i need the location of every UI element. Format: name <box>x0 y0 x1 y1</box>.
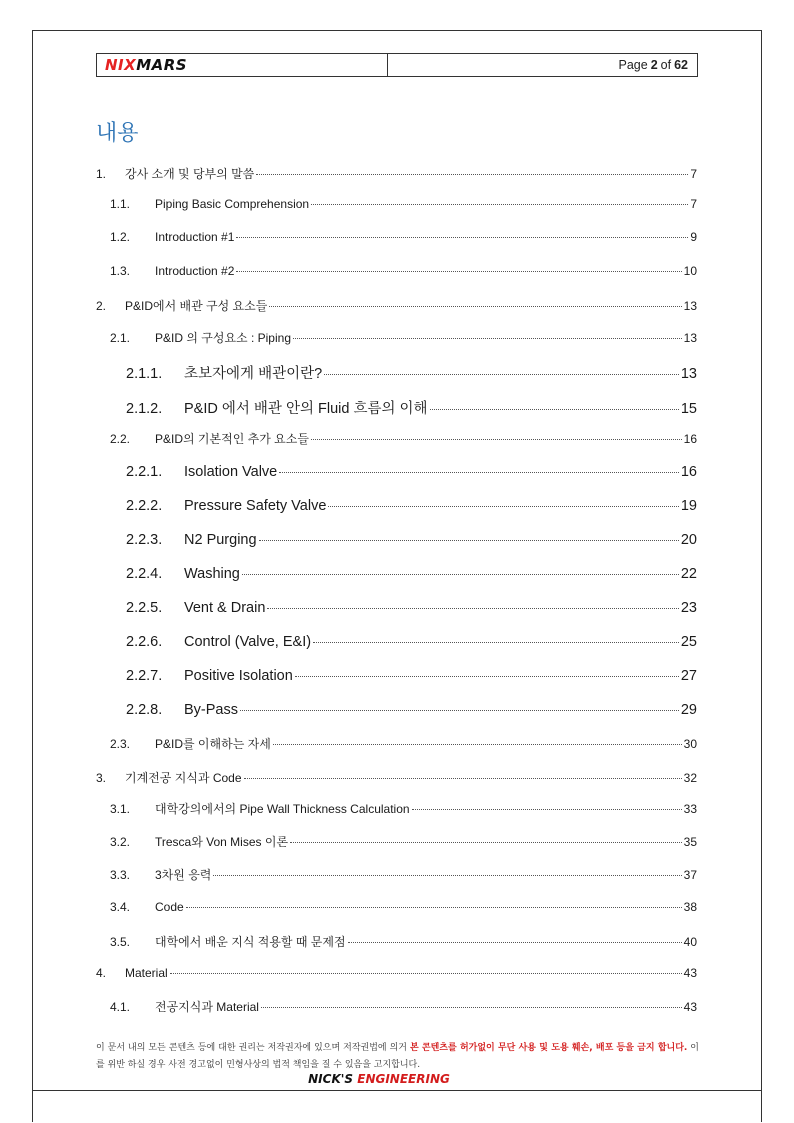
toc-entry-page: 43 <box>683 1000 697 1014</box>
toc-entry[interactable] <box>0 430 794 447</box>
toc-entry-number: 2. <box>96 299 107 313</box>
toc-entry[interactable] <box>0 735 794 752</box>
footer-brand-engineering: ENGINEERING <box>357 1072 450 1086</box>
toc-entry-label: Isolation Valve <box>184 464 278 480</box>
toc-entry-page: 13 <box>683 331 697 345</box>
toc-entry[interactable] <box>0 397 794 418</box>
toc-entry-page: 7 <box>690 197 697 211</box>
toc-entry-number: 3. <box>96 771 107 785</box>
toc-entry-page: 9 <box>690 230 697 244</box>
toc-entry-page: 16 <box>680 464 697 480</box>
notice-text-2: 이를 위반 하실 경우 사전 경고없이 민형사상의 법적 책임을 질 수 있음을 고지합니다. <box>96 1043 700 1070</box>
toc-leader-dots <box>290 842 682 843</box>
page-number <box>388 54 697 76</box>
footer-brand-nicks: NICK'S <box>308 1072 358 1086</box>
toc-entry-label: P&ID를 이해하는 자세 <box>155 737 271 751</box>
toc-entry-label: Vent & Drain <box>184 600 266 616</box>
toc-leader-dots <box>267 608 678 609</box>
toc-title: 내용 <box>96 121 139 146</box>
toc-entry-page: 35 <box>683 835 697 849</box>
toc-entry-number: 2.2.5. <box>126 600 163 616</box>
toc-entry[interactable] <box>0 197 794 211</box>
toc-entry-number: 2.1.2. <box>126 401 163 417</box>
toc-leader-dots <box>213 875 681 876</box>
toc-entry-number: 4.1. <box>110 1000 131 1014</box>
toc-entry-page: 13 <box>683 299 697 313</box>
nixmars-logo <box>105 55 188 74</box>
toc-entry[interactable] <box>0 297 794 314</box>
toc-entry-label: Introduction #2 <box>155 264 235 278</box>
toc-entry[interactable] <box>0 230 794 244</box>
toc-entry-number: 2.2. <box>110 432 131 446</box>
toc-entry[interactable] <box>0 464 794 480</box>
toc-leader-dots <box>186 907 682 908</box>
toc-entry-page: 25 <box>680 634 697 650</box>
toc-entry-label: Pressure Safety Valve <box>184 498 327 514</box>
toc-entry-page: 33 <box>683 802 697 816</box>
toc-entry[interactable] <box>0 702 794 718</box>
toc-leader-dots <box>430 409 679 410</box>
toc-entry-label: Code <box>155 900 184 914</box>
toc-entry-label: By-Pass <box>184 702 238 718</box>
toc-entry-number: 1. <box>96 167 107 181</box>
logo-mars-text: MARS <box>136 55 188 74</box>
toc-leader-dots <box>348 942 682 943</box>
toc-entry-number: 4. <box>96 966 107 980</box>
toc-entry-page: 15 <box>680 401 697 417</box>
toc-entry[interactable] <box>0 966 794 980</box>
toc-entry-number: 2.2.8. <box>126 702 163 718</box>
toc-entry-number: 2.2.2. <box>126 498 163 514</box>
logo-cell <box>97 54 388 76</box>
toc-entry-page: 13 <box>680 366 697 382</box>
toc-entry-number: 2.1.1. <box>126 366 163 382</box>
toc-entry-number: 2.2.1. <box>126 464 163 480</box>
logo-nix-text: NIX <box>105 55 137 74</box>
toc-entry-number: 1.3. <box>110 264 131 278</box>
toc-leader-dots <box>244 778 682 779</box>
toc-entry-number: 3.1. <box>110 802 131 816</box>
toc-entry-label: 강사 소개 및 당부의 말씀 <box>125 167 255 181</box>
toc-entry-page: 29 <box>680 702 697 718</box>
toc-leader-dots <box>324 374 679 375</box>
toc-leader-dots <box>293 338 682 339</box>
toc-entry-page: 7 <box>690 167 697 181</box>
toc-entry[interactable] <box>0 900 794 914</box>
toc-entry-label: P&ID 의 구성요소 : Piping <box>155 331 291 345</box>
toc-entry[interactable] <box>0 769 794 786</box>
toc-entry-label: 3차원 응력 <box>155 868 212 882</box>
page-total: 62 <box>674 58 688 72</box>
toc-entry[interactable] <box>0 833 794 850</box>
toc-leader-dots <box>295 676 679 677</box>
toc-entry-number: 3.2. <box>110 835 131 849</box>
toc-entry-number: 3.4. <box>110 900 131 914</box>
toc-leader-dots <box>261 1007 682 1008</box>
toc-leader-dots <box>170 973 682 974</box>
toc-entry-number: 3.5. <box>110 935 131 949</box>
toc-entry-page: 43 <box>683 966 697 980</box>
toc-entry-label: P&ID에서 배관 구성 요소들 <box>125 299 268 313</box>
toc-entry-label: Material <box>125 966 168 980</box>
toc-entry-label: Tresca와 Von Mises 이론 <box>155 835 289 849</box>
toc-entry-number: 2.1. <box>110 331 131 345</box>
toc-leader-dots <box>273 744 682 745</box>
page-of: of <box>660 58 672 72</box>
toc-entry[interactable] <box>0 668 794 684</box>
toc-leader-dots <box>240 710 679 711</box>
toc-entry-page: 27 <box>680 668 697 684</box>
toc-entry-label: Piping Basic Comprehension <box>155 197 310 211</box>
toc-entry-label: P&ID 에서 배관 안의 Fluid 흐름의 이해 <box>184 401 428 417</box>
notice-warning-text: 본 콘텐츠를 허가없이 무단 사용 및 도용 훼손, 배포 등을 금지 합니다. <box>409 1043 688 1053</box>
toc-entry-page: 20 <box>680 532 697 548</box>
bottom-rule <box>32 1090 762 1091</box>
toc-leader-dots <box>256 174 688 175</box>
toc-entry-label: N2 Purging <box>184 532 257 548</box>
toc-entry-number: 2.2.3. <box>126 532 163 548</box>
toc-entry-page: 19 <box>680 498 697 514</box>
toc-entry[interactable] <box>0 165 794 182</box>
page-header <box>96 53 698 77</box>
toc-entry-number: 3.3. <box>110 868 131 882</box>
toc-entry-page: 22 <box>680 566 697 582</box>
toc-entry[interactable] <box>0 634 794 650</box>
toc-entry-page: 37 <box>683 868 697 882</box>
toc-leader-dots <box>313 642 679 643</box>
toc-entry-label: 대학에서 배운 지식 적용할 때 문제점 <box>155 935 346 949</box>
toc-entry[interactable] <box>0 566 794 582</box>
toc-entry-number: 2.2.4. <box>126 566 163 582</box>
toc-entry[interactable] <box>0 264 794 278</box>
toc-entry-number: 2.3. <box>110 737 131 751</box>
footer-brand <box>0 1072 758 1086</box>
toc-entry-page: 23 <box>680 600 697 616</box>
toc-entry-label: Introduction #1 <box>155 230 235 244</box>
toc-entry-label: 대학강의에서의 Pipe Wall Thickness Calculation <box>155 802 410 816</box>
toc-leader-dots <box>242 574 679 575</box>
toc-leader-dots <box>236 271 681 272</box>
toc-entry-number: 2.2.7. <box>126 668 163 684</box>
toc-entry[interactable] <box>0 800 794 817</box>
notice-text-1: 이 문서 내의 모든 콘텐츠 등에 대한 권리는 저작권자에 있으며 저작권법에 의거 <box>96 1043 410 1053</box>
toc-entry[interactable] <box>0 498 794 514</box>
toc-entry-label: Control (Valve, E&I) <box>184 634 312 650</box>
toc-entry-page: 10 <box>683 264 697 278</box>
page-current: 2 <box>650 58 658 72</box>
toc-entry-label: Washing <box>184 566 240 582</box>
toc-entry-number: 1.2. <box>110 230 131 244</box>
toc-entry[interactable] <box>0 532 794 548</box>
toc-entry[interactable] <box>0 998 794 1015</box>
toc-entry-page: 32 <box>683 771 697 785</box>
toc-entry-number: 1.1. <box>110 197 131 211</box>
toc-entry-label: Positive Isolation <box>184 668 293 684</box>
toc-entry-page: 16 <box>683 432 697 446</box>
toc-entry-page: 38 <box>683 900 697 914</box>
toc-entry-label: 기계전공 지식과 Code <box>125 771 242 785</box>
toc-leader-dots <box>412 809 682 810</box>
toc-entry[interactable] <box>0 329 794 346</box>
toc-leader-dots <box>311 439 682 440</box>
toc-entry-label: 초보자에게 배관이란? <box>184 366 323 382</box>
toc-entry-page: 30 <box>683 737 697 751</box>
toc-entry[interactable] <box>0 600 794 616</box>
toc-leader-dots <box>269 306 681 307</box>
page-prefix: Page <box>618 58 648 72</box>
toc-entry[interactable] <box>0 866 794 883</box>
copyright-notice <box>96 1040 699 1074</box>
toc-entry-number: 2.2.6. <box>126 634 163 650</box>
toc-entry-page: 40 <box>683 935 697 949</box>
toc-leader-dots <box>311 204 688 205</box>
toc-entry-label: 전공지식과 Material <box>155 1000 259 1014</box>
toc-leader-dots <box>259 540 679 541</box>
toc-leader-dots <box>279 472 679 473</box>
toc-leader-dots <box>328 506 678 507</box>
toc-entry[interactable] <box>0 362 794 383</box>
toc-entry[interactable] <box>0 933 794 950</box>
toc-entry-label: P&ID의 기본적인 추가 요소들 <box>155 432 309 446</box>
toc-leader-dots <box>236 237 688 238</box>
